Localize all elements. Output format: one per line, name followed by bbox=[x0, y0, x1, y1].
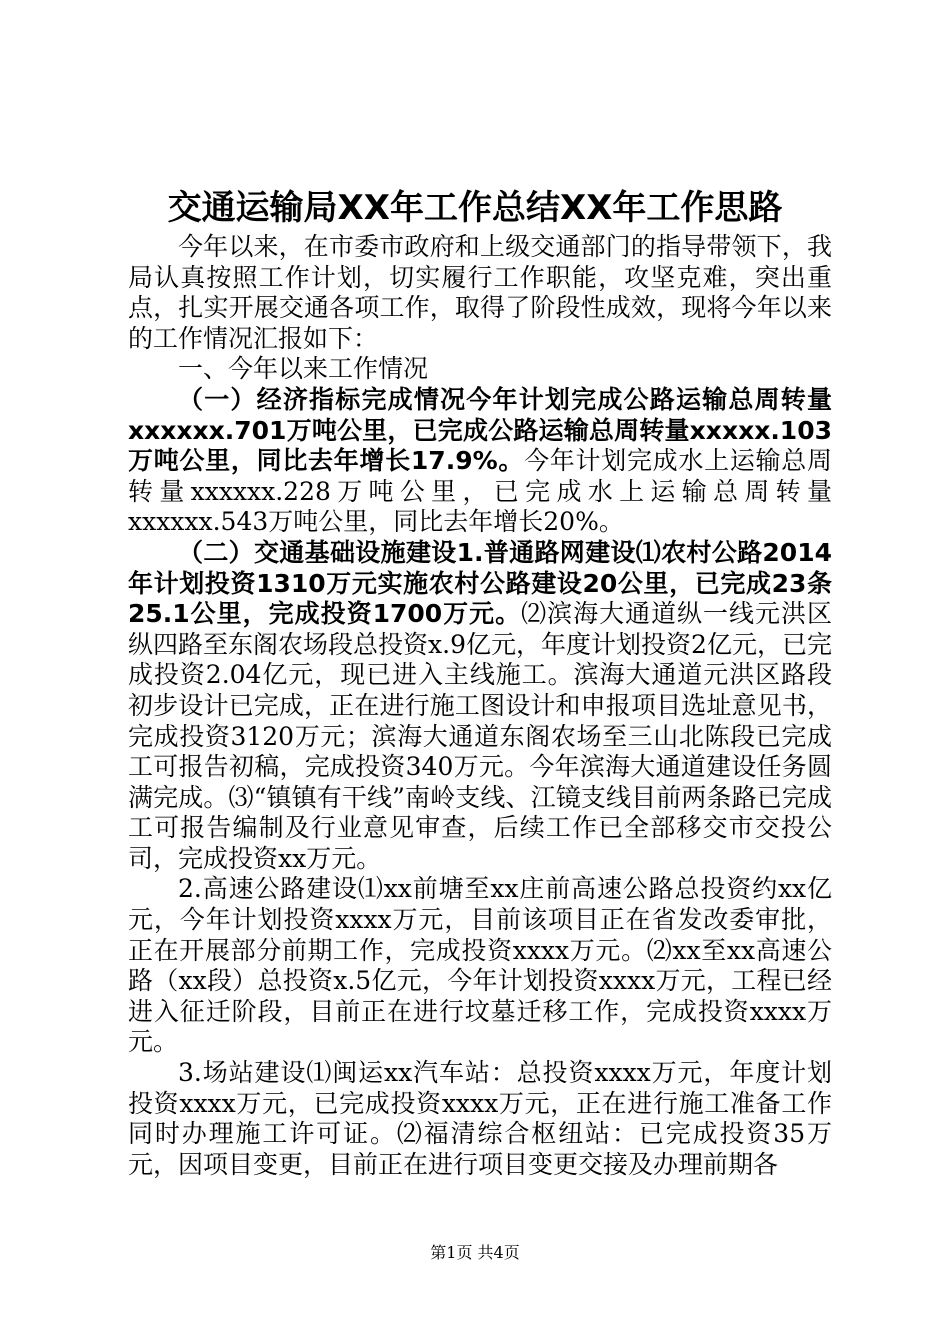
paragraph-text: 今年计划完成水上运输总周转量xxxxxx.228万吨公里，已完成水上运输总周转量xxxxxx.543万吨公里，同比去年增长20%。 bbox=[128, 446, 832, 537]
paragraph-economic-indicators bbox=[128, 385, 832, 538]
paragraph-stations: 3.场站建设⑴闽运xx汽车站：总投资xxxx万元，年度计划投资xxxx万元，已完成投资xxxx万元，正在进行施工准备工作同时办理施工许可证。⑵福清综合枢纽站：已完成投资35万元，因项目变更，目前正在进行项目变更交接及办理前期各 bbox=[128, 1058, 832, 1179]
paragraph-bold-lead: （一）经济指标完成情况今年计划完成公路运输总周转量xxxxxx.701万吨公里，已完成公路运输总周转量xxxxx.103万吨公里，同比去年增长17.9%。 bbox=[128, 384, 832, 476]
section-heading: 一、今年以来工作情况 bbox=[178, 354, 429, 384]
document-title: 交通运输局XX年工作总结XX年工作思路 bbox=[167, 188, 783, 228]
paragraph-infrastructure bbox=[128, 538, 832, 875]
paragraph-expressway: 2.高速公路建设⑴xx前塘至xx庄前高速公路总投资约xx亿元，今年计划投资xxxx万元，目前该项目正在省发改委审批，正在开展部分前期工作，完成投资xxxx万元。⑵xx至xx高速公路（xx段）总投资x.5亿元，今年计划投资xxxx万元，工程已经进入征迁阶段，目前正在进行坟墓迁移工作，完成投资xxxx万元。 bbox=[128, 874, 832, 1057]
document-body bbox=[128, 232, 832, 1180]
page-number-footer: 第1页 共4页 bbox=[430, 1243, 520, 1262]
paragraph-bold-lead: （二）交通基础设施建设1.普通路网建设⑴农村公路2014年计划投资1310万元实施农村公路建设20公里，已完成23条25.1公里，完成投资1700万元。 bbox=[128, 537, 832, 629]
intro-paragraph: 今年以来，在市委市政府和上级交通部门的指导带领下，我局认真按照工作计划，切实履行工作职能，攻坚克难，突出重点，扎实开展交通各项工作，取得了阶段性成效，现将今年以来的工作情况汇报如下： bbox=[128, 232, 832, 353]
paragraph-text: ⑵滨海大通道纵一线元洪区纵四路至东阁农场段总投资x.9亿元，年度计划投资2亿元，已完成投资2.04亿元，现已进入主线施工。滨海大通道元洪区路段初步设计已完成，正在进行施工图设计和申报项目选址意见书，完成投资3120万元；滨海大通道东阁农场至三山北陈段已完成工可报告初稿，完成投资340万元。今年滨海大通道建设任务圆满完成。⑶“镇镇有干线”南岭支线、江镜支线目前两条路已完成工可报告编制及行业意见审查，后续工作已全部移交市交投公司，完成投资xx万元。 bbox=[128, 599, 832, 873]
